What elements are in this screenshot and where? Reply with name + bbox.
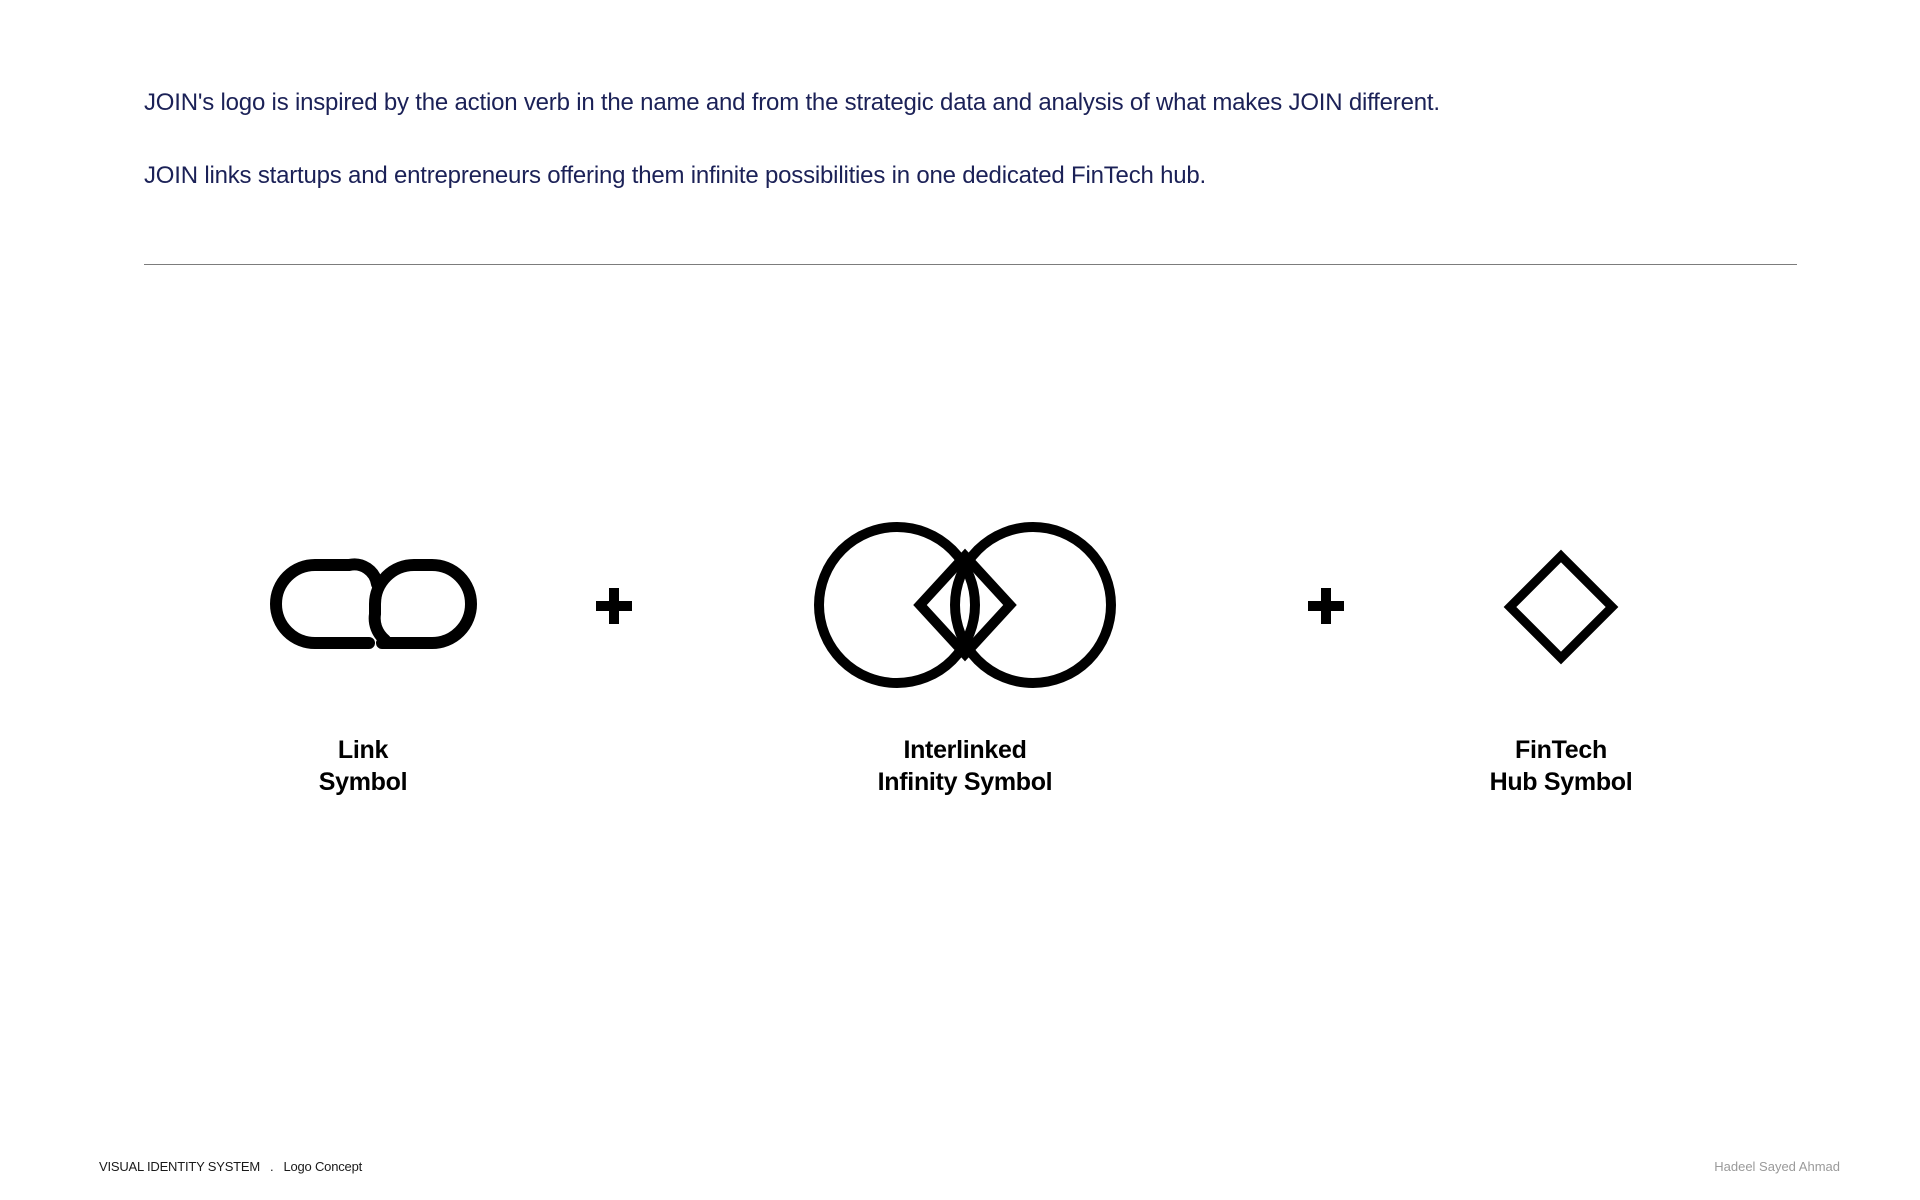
link-icon: [265, 558, 481, 658]
caption-line: Hub Symbol: [1489, 768, 1633, 796]
plus-icon: [1307, 587, 1345, 630]
caption-line: FinTech: [1515, 736, 1607, 764]
caption-line: Link: [337, 736, 389, 764]
diamond-icon: [1503, 549, 1619, 665]
intro-line-2: JOIN links startups and entrepreneurs offering them infinite possibilities in one dedicated FinTech hub.: [144, 162, 1207, 189]
caption-link-symbol: [203, 734, 523, 798]
footer-author: Hadeel Sayed Ahmad: [1714, 1159, 1840, 1174]
caption-infinity-symbol: [805, 734, 1125, 798]
intro-line-1: JOIN's logo is inspired by the action verb in the name and from the strategic data and analysis of what makes JOIN different.: [144, 89, 1440, 116]
intro-text: [144, 88, 1794, 191]
divider: [144, 264, 1797, 265]
caption-fintech-hub-symbol: [1401, 734, 1721, 798]
footer-section: [99, 1159, 362, 1174]
infinity-icon: [812, 520, 1118, 690]
caption-line: Infinity Symbol: [877, 768, 1053, 796]
footer-separator: .: [270, 1159, 274, 1174]
plus-icon: [595, 587, 633, 630]
caption-line: Symbol: [318, 768, 408, 796]
caption-line: Interlinked: [903, 736, 1027, 764]
footer-page-title: Logo Concept: [283, 1159, 363, 1174]
footer-section-title: VISUAL IDENTITY SYSTEM: [99, 1159, 261, 1174]
